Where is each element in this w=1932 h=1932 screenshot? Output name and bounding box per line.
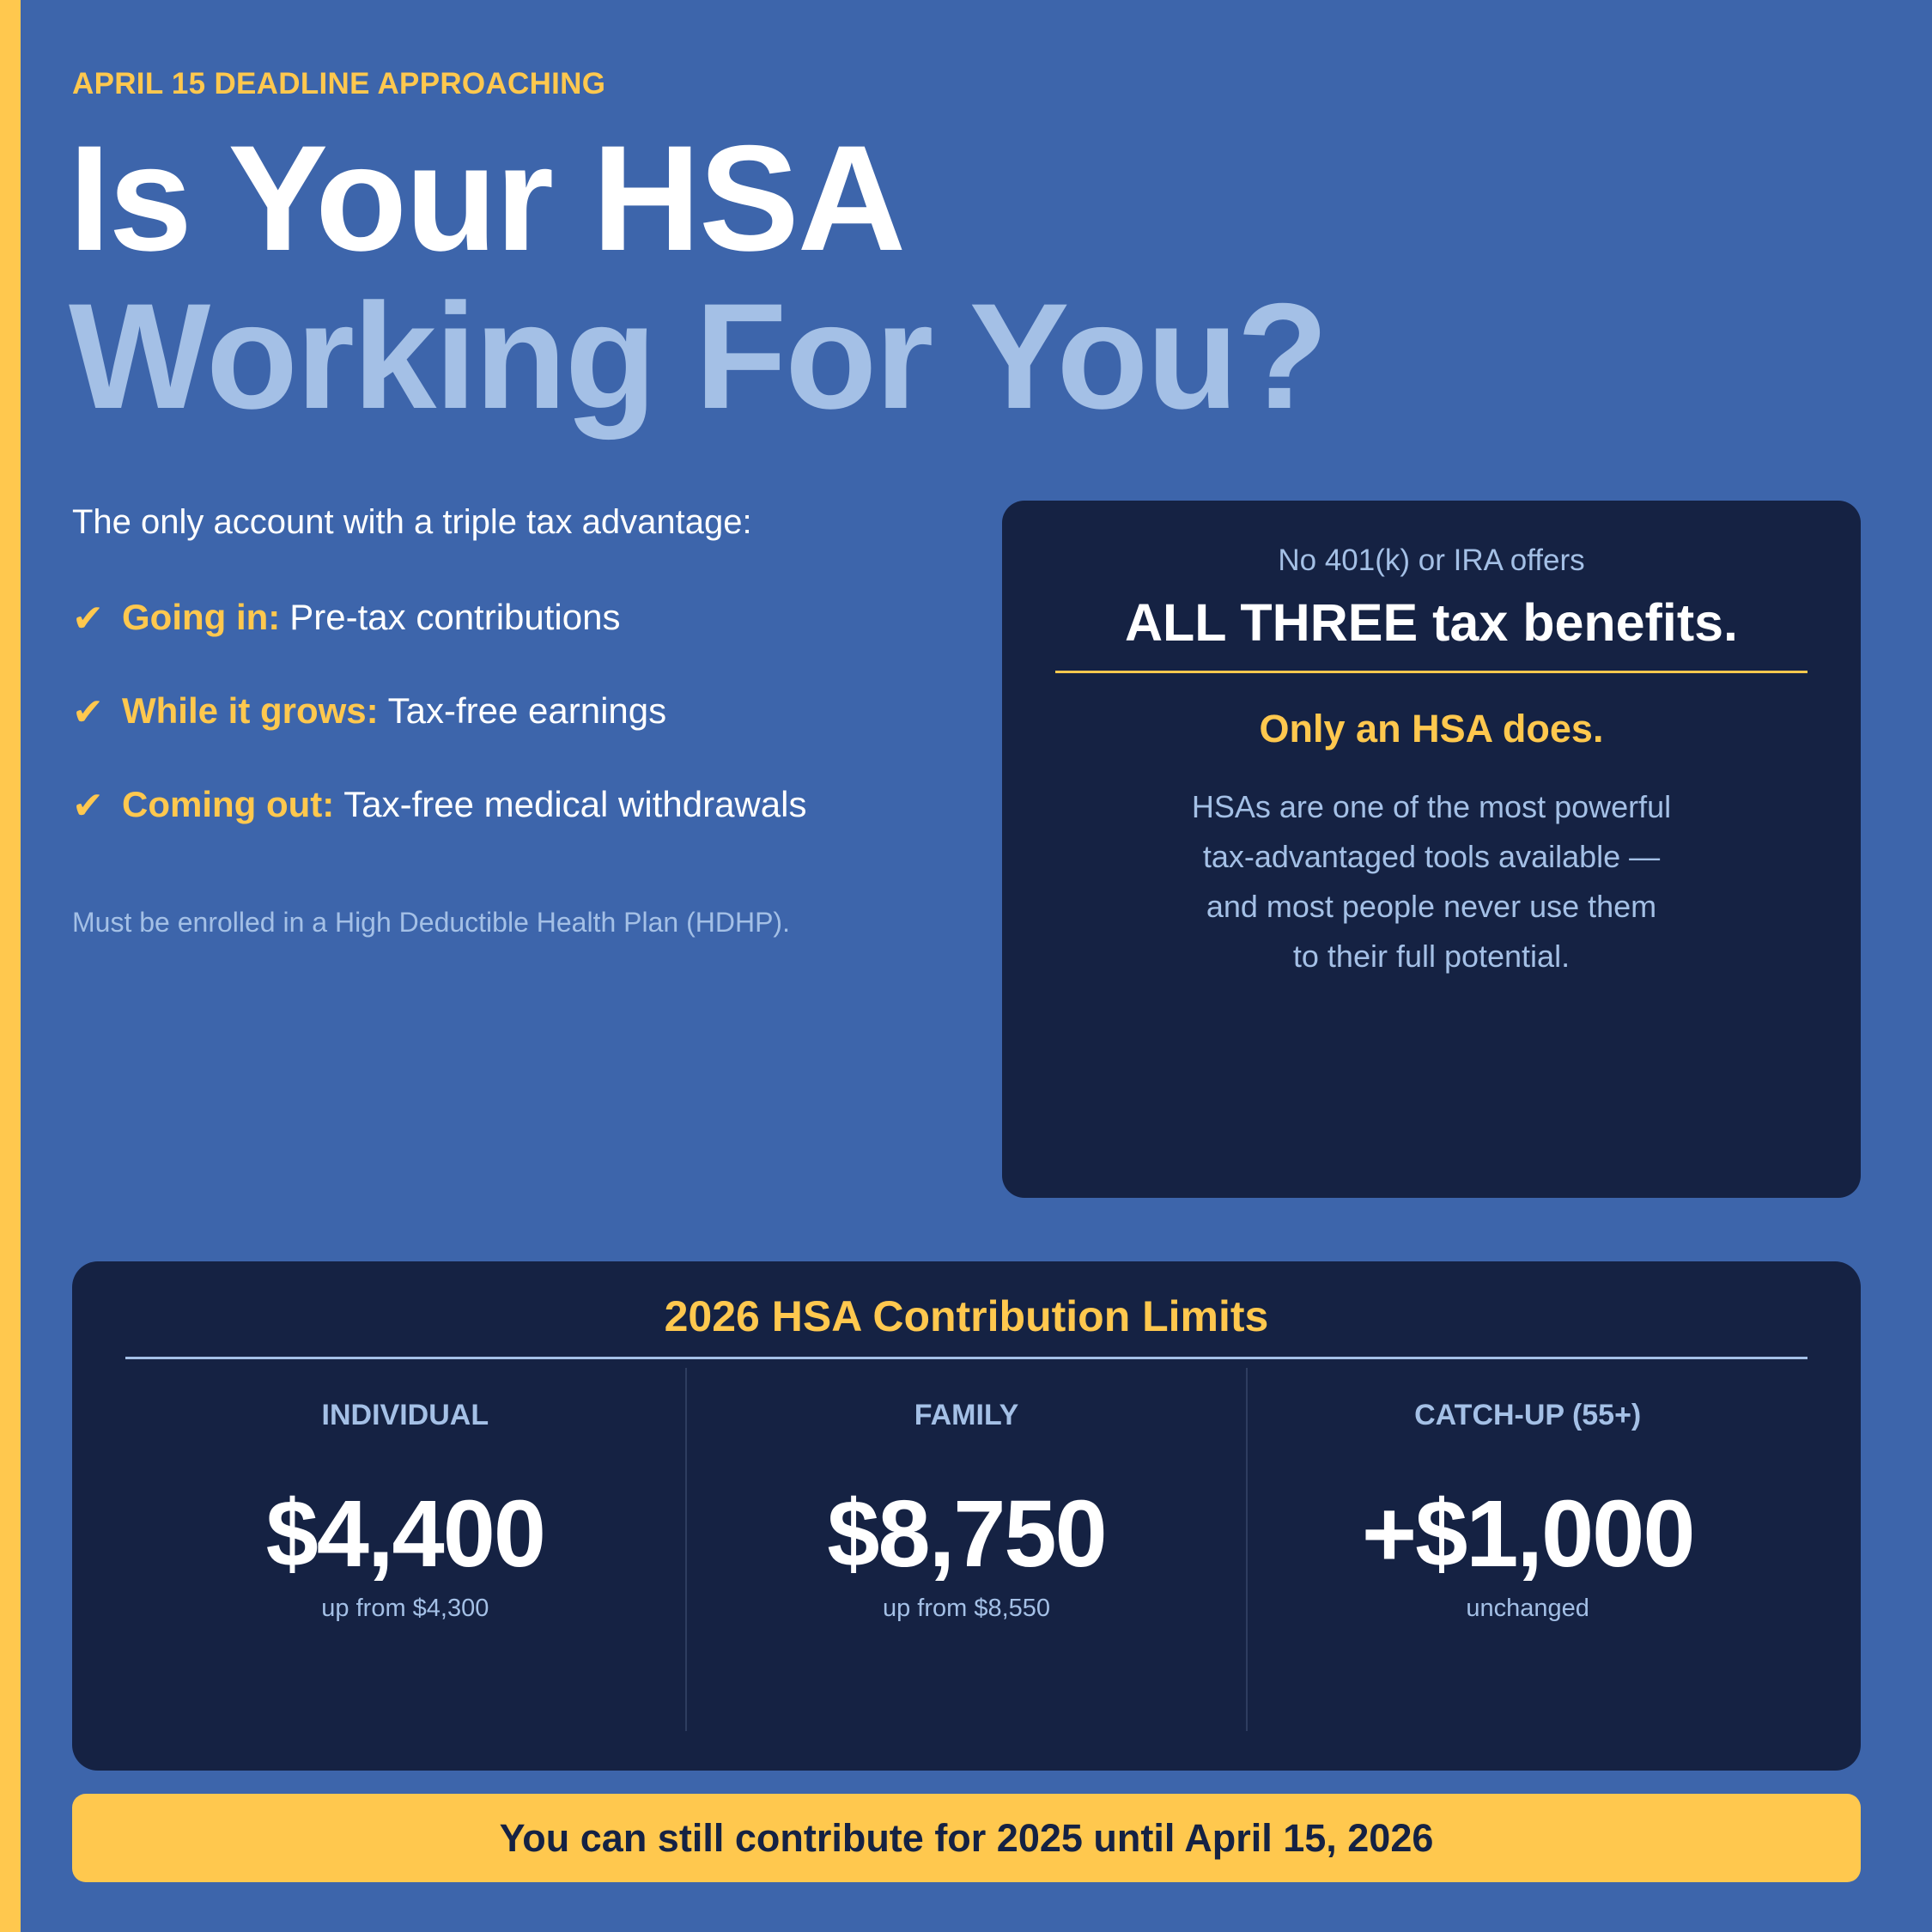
callout-body-line: and most people never use them: [1206, 889, 1657, 924]
triple-tax-callout: [1002, 501, 1861, 1198]
limit-value: $4,400: [265, 1481, 545, 1587]
intro-text: The only account with a triple tax advantage:: [72, 503, 752, 541]
benefit-text: Tax-free earnings: [387, 690, 667, 731]
limits-title: 2026 HSA Contribution Limits: [664, 1292, 1269, 1340]
benefit-text: Pre-tax contributions: [289, 597, 621, 637]
callout-body-line: tax-advantaged tools available —: [1202, 839, 1661, 874]
limit-label: FAMILY: [914, 1399, 1019, 1431]
contribution-limits-panel: [72, 1261, 1861, 1771]
callout-body: [1165, 782, 1698, 981]
limit-catch-up: [1246, 1368, 1807, 1731]
limit-change: up from $4,300: [321, 1595, 489, 1622]
limit-label: CATCH-UP (55+): [1414, 1399, 1642, 1431]
benefit-label: Coming out:: [122, 784, 335, 824]
limit-value: +$1,000: [1361, 1481, 1694, 1587]
limit-label: INDIVIDUAL: [321, 1399, 489, 1431]
page-title: [69, 115, 1327, 440]
deadline-eyebrow: APRIL 15 DEADLINE APPROACHING: [72, 67, 606, 100]
limit-individual: [125, 1368, 685, 1731]
accent-bar: [0, 0, 21, 1932]
benefit-item-while-it-grows: [72, 690, 806, 784]
limit-change: unchanged: [1466, 1595, 1589, 1622]
hdhp-note: Must be enrolled in a High Deductible Health Plan (HDHP).: [72, 907, 790, 938]
benefit-label: While it grows:: [122, 690, 379, 731]
title-line-1: Is Your HSA: [69, 115, 905, 283]
limit-change: up from $8,550: [882, 1595, 1051, 1622]
limit-family: [685, 1368, 1247, 1731]
callout-pretext: No 401(k) or IRA offers: [1278, 544, 1585, 577]
checkmark-icon: ✔: [72, 598, 104, 640]
callout-body-line: to their full potential.: [1292, 939, 1571, 974]
benefit-label: Going in:: [122, 597, 281, 637]
callout-divider: [1055, 671, 1807, 673]
benefit-item-coming-out: [72, 784, 806, 878]
callout-subhead: Only an HSA does.: [1259, 707, 1604, 750]
limits-divider: [125, 1357, 1807, 1359]
limit-value: $8,750: [827, 1481, 1106, 1587]
benefit-text: Tax-free medical withdrawals: [343, 784, 807, 824]
checkmark-icon: ✔: [72, 691, 104, 733]
checkmark-icon: ✔: [72, 785, 104, 827]
deadline-banner: You can still contribute for 2025 until April 15, 2026: [72, 1794, 1861, 1882]
limits-columns: [125, 1368, 1807, 1731]
title-line-2: Working For You?: [69, 273, 1327, 440]
benefit-item-going-in: [72, 597, 806, 690]
benefits-list: [72, 597, 806, 878]
callout-body-line: HSAs are one of the most powerful: [1191, 789, 1672, 824]
callout-headline: ALL THREE tax benefits.: [1124, 593, 1739, 652]
